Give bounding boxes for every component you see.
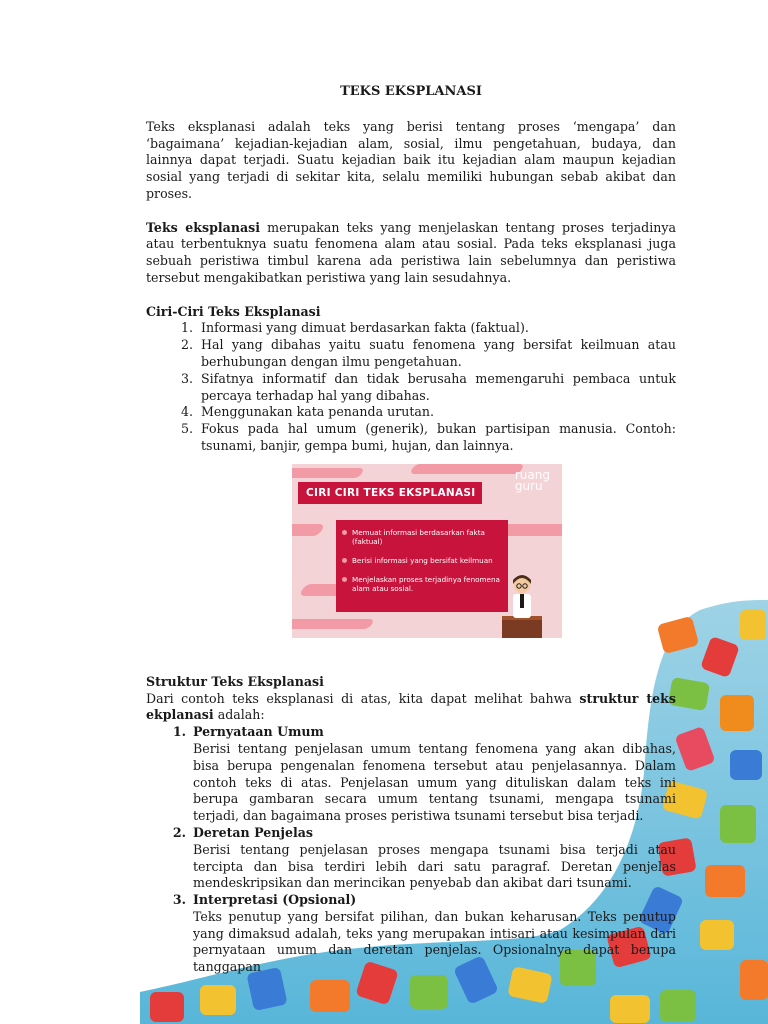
banner-point: Memuat informasi berdasarkan fakta (faktual) <box>352 528 500 546</box>
definition-text: merupakan teks yang menjelaskan tentang proses terjadinya atau terbentuknya suatu fenomena alam atau sosial. Pada teks eksplanasi juga sebuah peristiwa timbul karena ada peristiwa lain sebelumnya dan peristiwa tersebut mengakibatkan peristiwa yang lain sesudahnya. <box>146 219 676 285</box>
list-item: 2. Hal yang dibahas yaitu suatu fenomena yang bersifat keilmuan atau berhubungan dengan ilmu pengetahuan. <box>180 337 676 369</box>
teacher-illustration <box>502 572 542 638</box>
banner-point: Menjelaskan proses terjadinya fenomena alam atau sosial. <box>352 574 500 593</box>
ciri-heading: Ciri-Ciri Teks Eksplanasi <box>146 303 321 319</box>
banner-figure <box>146 464 676 656</box>
ruangguru-logo: ruang guru <box>514 467 550 493</box>
list-item: 1. Pernyataan Umum Berisi tentang penjelasan umum tentang fenomena yang akan dibahas, bisa berupa pengenalan fenomena tersebut atau penjelasannya. Dalam contoh teks di atas. Penjelasan umum yang dituliskan dalam teks ini berupa gambaran secara umum tentang tsunami, mengapa tsunami terjadi, dan bagaimana proses peristiwa tsunami tersebut bisa terjadi. <box>172 724 676 824</box>
ciri-banner-image <box>292 464 562 638</box>
struktur-item-title: Deretan Penjelas <box>193 824 314 840</box>
struktur-item-title: Interpretasi (Opsional) <box>193 892 357 908</box>
definition-paragraph <box>146 220 676 287</box>
struktur-heading: Struktur Teks Eksplanasi <box>146 673 324 689</box>
struktur-item-text: Berisi tentang penjelasan proses mengapa tsunami bisa terjadi atau tercipta dan bisa terdiri lebih dari satu paragraf. Deretan penjelas mendeskripsikan dan merincikan penyebab dan akibat dari tsunami. <box>193 841 676 891</box>
list-item: 5. Fokus pada hal umum (generik), bukan partisipan manusia. Contoh: tsunami, banjir, gempa bumi, hujan, dan lainnya. <box>180 421 676 453</box>
banner-heading: CIRI CIRI TEKS EKSPLANASI <box>298 482 482 504</box>
list-item: 4. Menggunakan kata penanda urutan. <box>180 404 435 420</box>
struktur-item-text: Teks penutup yang bersifat pilihan, dan bukan keharusan. Teks penutup yang dimaksud adalah, teks yang merupakan intisari atau kesimpulan dari pernyataan umum dan deretan penjelas. Opsionalnya dapat berupa tanggapan <box>193 908 676 975</box>
struktur-list <box>146 724 676 976</box>
struktur-item-title: Pernyataan Umum <box>193 724 324 740</box>
banner-point: Berisi informasi yang bersifat keilmuan <box>352 556 500 565</box>
intro-paragraph: Teks eksplanasi adalah teks yang berisi tentang proses ‘mengapa’ dan ‘bagaimana’ kejadian-kejadian alam, sosial, ilmu pengetahuan, budaya, dan lainnya dapat terjadi. Suatu kejadian baik itu kejadian alam maupun kejadian sosial yang terjadi di sekitar kita, selalu memiliki hubungan sebab akibat dan proses. <box>146 118 676 201</box>
list-item: 3. Interpretasi (Opsional) Teks penutup yang bersifat pilihan, dan bukan keharusan. Teks penutup yang dimaksud adalah, teks yang merupakan intisari atau kesimpulan dari pernyataan umum dan deretan penjelas. Opsionalnya dapat berupa tanggapan <box>172 892 676 975</box>
list-item: 1. Informasi yang dimuat berdasarkan fakta (faktual). <box>180 320 529 336</box>
banner-points-box <box>336 520 508 612</box>
definition-bold: Teks eksplanasi <box>146 219 261 235</box>
ciri-list <box>146 320 676 454</box>
document-body <box>146 84 676 976</box>
list-item: 2. Deretan Penjelas Berisi tentang penjelasan proses mengapa tsunami bisa terjadi atau tercipta dan bisa terdiri lebih dari satu paragraf. Deretan penjelas mendeskripsikan dan merincikan penyebab dan akibat dari tsunami. <box>172 824 676 891</box>
struktur-item-text: Berisi tentang penjelasan umum tentang fenomena yang akan dibahas, bisa berupa pengenalan fenomena tersebut atau penjelasannya. Dalam contoh teks di atas. Penjelasan umum yang dituliskan dalam teks ini berupa gambaran secara umum tentang tsunami, mengapa tsunami terjadi, dan bagaimana proses peristiwa tsunami tersebut bisa terjadi. <box>193 740 676 824</box>
document-title: TEKS EKSPLANASI <box>340 84 482 99</box>
list-item: 3. Sifatnya informatif dan tidak berusaha memengaruhi pembaca untuk percaya terhadap hal yang dibahas. <box>180 370 676 403</box>
struktur-intro: Dari contoh teks eksplanasi di atas, kita dapat melihat bahwa struktur teks ekplanasi adalah: <box>146 690 676 723</box>
